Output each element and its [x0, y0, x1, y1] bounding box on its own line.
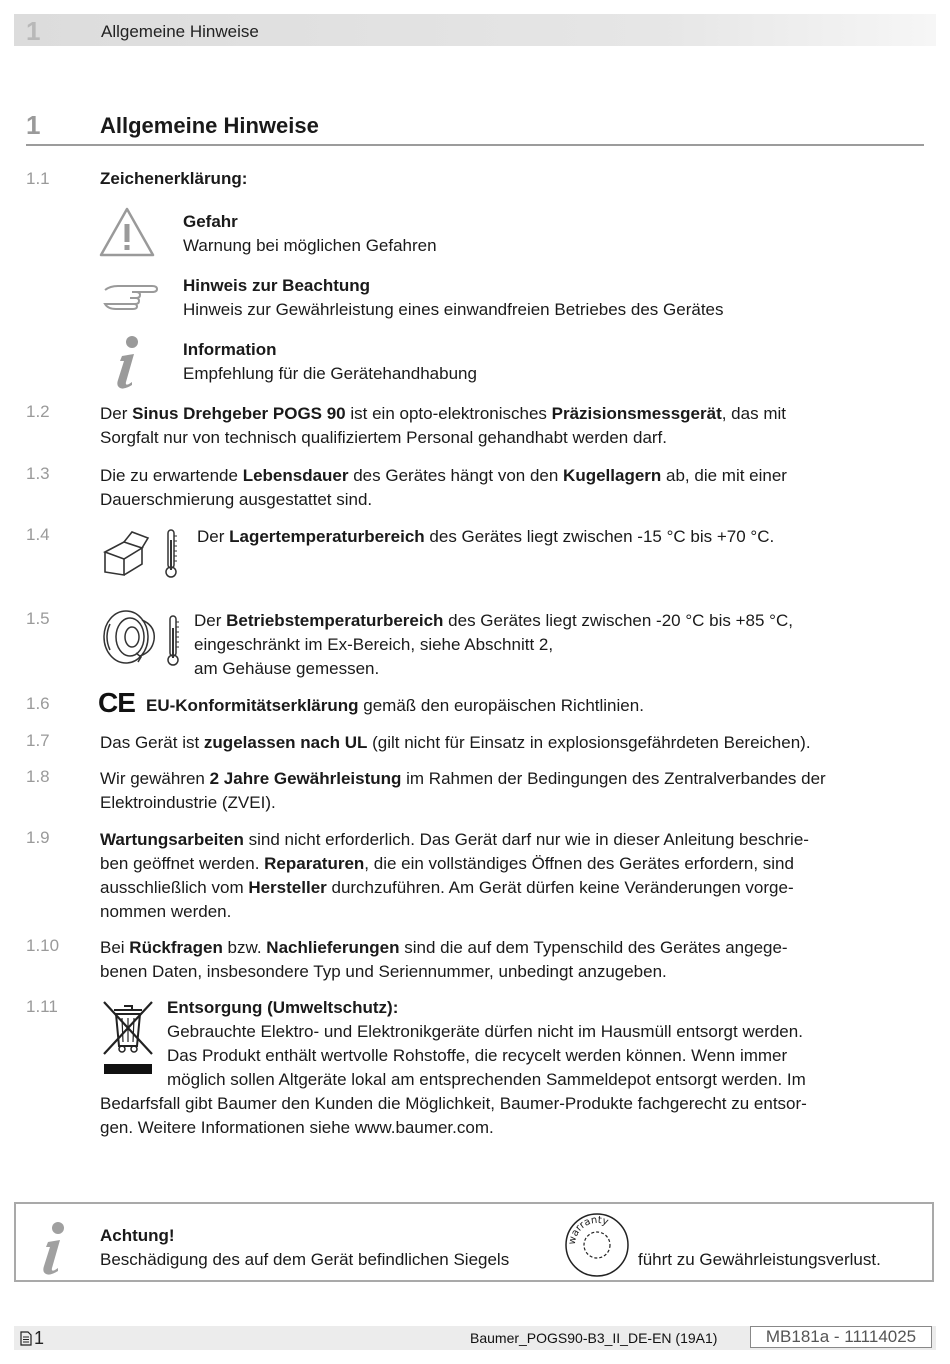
- section-text: Sorgfalt nur von technisch qualifiziertem Personal gehandhabt werden darf.: [100, 428, 668, 447]
- notice-text: führt zu Gewährleistungsverlust.: [638, 1250, 881, 1269]
- crossed-bin-icon: [100, 998, 156, 1085]
- section-text: Bei Rückfragen bzw. Nachlieferungen sind die auf dem Typenschild des Gerätes angege-: [100, 938, 788, 957]
- document-name: Baumer_POGS90-B3_II_DE-EN (19A1): [470, 1330, 718, 1346]
- legend-desc-note: Hinweis zur Gewährleistung eines einwandfreien Betriebes des Gerätes: [183, 300, 724, 319]
- section-number: 1.5: [26, 609, 50, 628]
- legend-title-note: Hinweis zur Beachtung: [183, 276, 371, 295]
- section-number: 1.9: [26, 828, 50, 847]
- section-text: nommen werden.: [100, 902, 232, 921]
- section-number: 1.4: [26, 525, 50, 544]
- encoder-rotation-icon: [100, 606, 160, 673]
- section-text: Der Sinus Drehgeber POGS 90 ist ein opto-elektronisches Präzisionsmessgerät, das mit: [100, 404, 786, 423]
- page-number: 1: [20, 1328, 44, 1349]
- section-text: Die zu erwartende Lebensdauer des Gerätes hängt von den Kugellagern ab, die mit einer: [100, 466, 787, 485]
- heading-number: 1: [26, 110, 41, 140]
- section-text: am Gehäuse gemessen.: [194, 659, 380, 678]
- section-text: Der Betriebstemperaturbereich des Gerätes liegt zwischen -20 °C bis +85 °C,: [194, 611, 793, 630]
- section-number: 1.2: [26, 402, 50, 421]
- ce-mark-icon: CE: [98, 687, 135, 718]
- document-code: MB181a - 11114025: [750, 1326, 932, 1348]
- section-text: benen Daten, insbesondere Typ und Seriennummer, unbedingt anzugeben.: [100, 962, 667, 981]
- warranty-seal-icon: [562, 1210, 632, 1285]
- section-title: Entsorgung (Umweltschutz):: [167, 998, 399, 1017]
- section-number: 1.6: [26, 694, 50, 713]
- section-text: Das Gerät ist zugelassen nach UL (gilt nicht für Einsatz in explosionsgefährdeten Bereichen).: [100, 733, 811, 752]
- section-title: Zeichenerklärung:: [100, 169, 248, 188]
- section-text: möglich sollen Altgeräte lokal am entsprechenden Sammeldepot entsorgt werden. Im: [167, 1070, 806, 1089]
- section-number: 1.10: [26, 936, 60, 955]
- section-text: Elektroindustrie (ZVEI).: [100, 793, 276, 812]
- legend-title-danger: Gefahr: [183, 212, 238, 231]
- section-number: 1.3: [26, 464, 50, 483]
- section-number: 1.8: [26, 767, 50, 786]
- seal-text: warranty: [566, 1214, 610, 1246]
- document-icon: [20, 1331, 32, 1346]
- notice-text: Beschädigung des auf dem Gerät befindlichen Siegels: [100, 1250, 510, 1269]
- section-text: Bedarfsfall gibt Baumer den Kunden die Möglichkeit, Baumer-Produkte fachgerecht zu entsor-: [100, 1094, 807, 1113]
- section-text: Wir gewähren 2 Jahre Gewährleistung im Rahmen der Bedingungen des Zentralverbandes der: [100, 769, 826, 788]
- section-number: 1.7: [26, 731, 50, 750]
- page-title: Allgemeine Hinweise: [100, 113, 319, 138]
- section-text: Wartungsarbeiten sind nicht erforderlich. Das Gerät darf nur wie in dieser Anleitung beschrie-: [100, 830, 809, 849]
- section-number: 1.11: [26, 997, 58, 1016]
- section-text: ben geöffnet werden. Reparaturen, die ein vollständiges Öffnen des Gerätes erfordern, sind: [100, 854, 794, 873]
- header-title: Allgemeine Hinweise: [101, 22, 259, 41]
- warning-notice-box: [14, 1202, 934, 1282]
- legend-desc-info: Empfehlung für die Gerätehandhabung: [183, 364, 477, 383]
- storage-box-icon: [102, 526, 152, 581]
- info-icon: [110, 334, 146, 395]
- section-text: eingeschränkt im Ex-Bereich, siehe Abschnitt 2,: [194, 635, 554, 654]
- section-number: 1.1: [26, 169, 50, 188]
- pointing-hand-icon: [102, 280, 160, 315]
- legend-title-info: Information: [183, 340, 277, 359]
- header-chapter-number: 1: [26, 16, 41, 46]
- thermometer-icon: [162, 528, 180, 583]
- section-text: Das Produkt enthält wertvolle Rohstoffe, die recycelt werden können. Wenn immer: [167, 1046, 788, 1065]
- footer-bar: [14, 1326, 936, 1350]
- section-text: gen. Weitere Informationen siehe www.baumer.com.: [100, 1118, 494, 1137]
- heading-rule: [26, 144, 924, 146]
- section-text: Der Lagertemperaturbereich des Gerätes liegt zwischen -15 °C bis +70 °C.: [197, 527, 775, 546]
- section-text: ausschließlich vom Hersteller durchzuführen. Am Gerät dürfen keine Veränderungen vorge-: [100, 878, 794, 897]
- section-text: Gebrauchte Elektro- und Elektronikgeräte dürfen nicht im Hausmüll entsorgt werden.: [167, 1022, 803, 1041]
- legend-desc-danger: Warnung bei möglichen Gefahren: [183, 236, 437, 255]
- notice-title: Achtung!: [100, 1226, 175, 1245]
- warning-triangle-icon: [98, 206, 156, 263]
- section-text: Dauerschmierung ausgestattet sind.: [100, 490, 373, 509]
- header-bar: [14, 14, 936, 46]
- info-icon: [36, 1220, 72, 1281]
- thermometer-icon: [164, 614, 182, 671]
- svg-text:warranty: [567, 1215, 610, 1246]
- section-text: EU-Konformitätserklärung gemäß den europäischen Richtlinien.: [146, 696, 644, 715]
